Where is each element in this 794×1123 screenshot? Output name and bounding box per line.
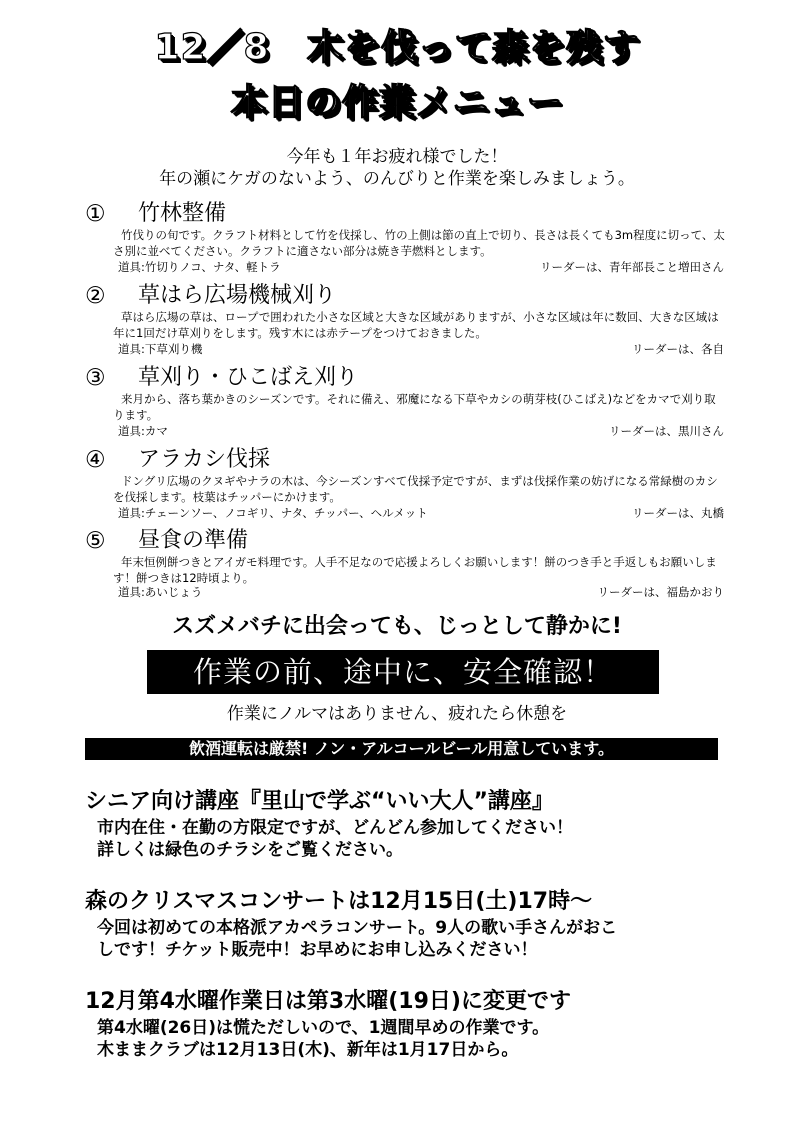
no-alcohol-banner: 飲酒運転は厳禁! ノン・アルコールビール用意しています。 bbox=[85, 738, 718, 760]
no-quota-note: 作業にノルマはありません、疲れたら休憩を bbox=[226, 704, 568, 724]
notice-line: 木ままクラブは12月13日(木)、新年は1月17日から。 bbox=[97, 1040, 519, 1060]
task-description: 草はら広場の草は、ロープで囲われた小さな区域と大きな区域がありますが、小さな区域は年に数回、大きな区域は年に1回だけ草刈りをします。残す木には赤テープをつけておきました。 bbox=[113, 310, 719, 340]
notice-line: しです！チケット販売中！お早めにお申し込みください！ bbox=[97, 940, 538, 960]
notice-heading: シニア向け講座『里山で学ぶ“いい大人”講座』 bbox=[85, 789, 554, 814]
task-tools: 道具:あいじょう bbox=[118, 585, 203, 599]
notice-heading: 12月第4水曜作業日は第3水曜(19日)に変更です bbox=[85, 989, 571, 1014]
intro-line-1: 今年も１年お疲れ様でした！ bbox=[286, 147, 508, 167]
task-tools: 道具:カマ bbox=[118, 424, 168, 438]
task-leader: リーダーは、各自 bbox=[632, 342, 724, 356]
task-name: 昼食の準備 bbox=[138, 528, 249, 553]
task-name: 草刈り・ひこばえ刈り bbox=[138, 365, 359, 390]
task-name: 草はら広場機械刈り bbox=[138, 283, 337, 308]
task-tools: 道具:竹切りノコ、ナタ、軽トラ bbox=[118, 260, 281, 274]
task-name: アラカシ伐採 bbox=[138, 447, 271, 472]
task-number: ③ bbox=[85, 365, 106, 391]
task-leader: リーダーは、福島かおり bbox=[597, 585, 724, 599]
notice-heading: 森のクリスマスコンサートは12月15日(土)17時～ bbox=[85, 889, 593, 914]
title-line-1: 12／8 木を伐って森を残す bbox=[154, 27, 640, 68]
safety-check-banner: 作業の前、途中に、安全確認！ bbox=[147, 650, 659, 694]
task-description: 来月から、落ち葉かきのシーズンです。それに備え、邪魔になる下草やカシの萌芽枝(ひこばえ)などをカマで刈り取ります。 bbox=[113, 392, 716, 422]
notice-line: 第4水曜(26日)は慌ただしいので、1週間早めの作業です。 bbox=[97, 1018, 550, 1038]
task-tools: 道具:下草刈り機 bbox=[118, 342, 203, 356]
task-tools: 道具:チェーンソー、ノコギリ、ナタ、チッパー、ヘルメット bbox=[118, 506, 428, 520]
title-line-2: 本日の作業メニュー bbox=[230, 82, 564, 123]
task-description: 竹伐りの旬です。クラフト材料として竹を伐採し、竹の上側は節の直上で切り、長さは長くても3m程度に切って、太さ別に並べてください。クラフトに適さない部分は焼き芋燃料とします。 bbox=[113, 228, 725, 258]
notice-line: 市内在住・在勤の方限定ですが、どんどん参加してください！ bbox=[97, 818, 573, 838]
task-number: ① bbox=[85, 201, 106, 227]
task-name: 竹林整備 bbox=[138, 201, 227, 226]
task-description: ドングリ広場のクヌギやナラの木は、今シーズンすべて伐採予定ですが、まずは伐採作業の妨げになる常緑樹のカシを伐採します。枝葉はチッパーにかけます。 bbox=[113, 474, 718, 504]
task-leader: リーダーは、黒川さん bbox=[609, 424, 724, 438]
hornet-warning: スズメバチに出会っても、じっとして静かに! bbox=[172, 614, 622, 639]
task-number: ② bbox=[85, 283, 106, 309]
task-number: ⑤ bbox=[85, 528, 106, 554]
notice-line: 今回は初めての本格派アカペラコンサート。9人の歌い手さんがおこ bbox=[97, 918, 618, 938]
task-description: 年末恒例餅つきとアイガモ料理です。人手不足なので応援よろしくお願いします！餅のつき手と手返しもお願いします！餅つきは12時頃より。 bbox=[113, 555, 717, 585]
task-number: ④ bbox=[85, 447, 106, 473]
notice-line: 詳しくは緑色のチラシをご覧ください。 bbox=[97, 840, 403, 860]
intro-line-2: 年の瀬にケガのないよう、のんびりと作業を楽しみましょう。 bbox=[159, 169, 635, 189]
task-leader: リーダーは、青年部長こと増田さん bbox=[540, 260, 724, 274]
task-leader: リーダーは、丸橋 bbox=[632, 506, 724, 520]
